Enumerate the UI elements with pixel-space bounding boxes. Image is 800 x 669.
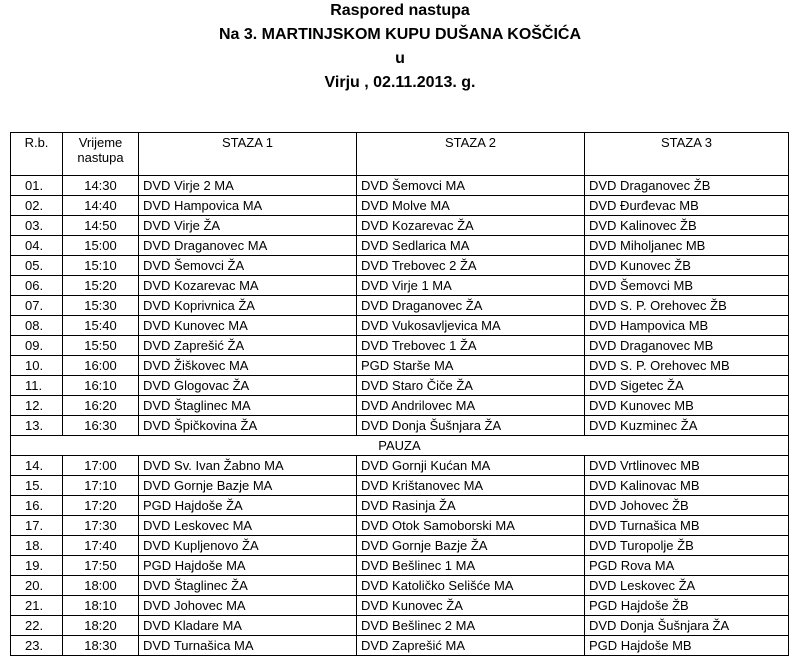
row-lane-1: DVD Koprivnica ŽA bbox=[139, 296, 357, 316]
row-number: 01. bbox=[11, 176, 63, 196]
row-lane-2: DVD Gornje Bazje ŽA bbox=[357, 536, 585, 556]
row-time: 15:20 bbox=[63, 276, 139, 296]
row-number: 08. bbox=[11, 316, 63, 336]
row-time: 17:50 bbox=[63, 556, 139, 576]
table-row bbox=[11, 576, 789, 596]
table-row bbox=[11, 416, 789, 436]
row-lane-3: DVD Leskovec ŽA bbox=[585, 576, 789, 596]
row-time: 17:40 bbox=[63, 536, 139, 556]
row-lane-1: PGD Hajdoše ŽA bbox=[139, 496, 357, 516]
row-time: 16:30 bbox=[63, 416, 139, 436]
row-time: 16:00 bbox=[63, 356, 139, 376]
table-row bbox=[11, 636, 789, 656]
row-lane-3: DVD Đurđevac MB bbox=[585, 196, 789, 216]
row-lane-2: PGD Starše MA bbox=[357, 356, 585, 376]
row-number: 19. bbox=[11, 556, 63, 576]
row-time: 17:20 bbox=[63, 496, 139, 516]
row-number: 02. bbox=[11, 196, 63, 216]
row-lane-3: DVD Kunovec MB bbox=[585, 396, 789, 416]
row-lane-3: DVD Hampovica MB bbox=[585, 316, 789, 336]
table-row bbox=[11, 336, 789, 356]
row-number: 05. bbox=[11, 256, 63, 276]
table-row bbox=[11, 256, 789, 276]
row-time: 14:50 bbox=[63, 216, 139, 236]
row-number: 12. bbox=[11, 396, 63, 416]
row-lane-3: DVD Johovec ŽB bbox=[585, 496, 789, 516]
table-header-row bbox=[11, 133, 789, 176]
row-time: 17:30 bbox=[63, 516, 139, 536]
row-lane-2: DVD Virje 1 MA bbox=[357, 276, 585, 296]
row-lane-1: DVD Virje 2 MA bbox=[139, 176, 357, 196]
row-lane-1: DVD Žiškovec MA bbox=[139, 356, 357, 376]
table-row bbox=[11, 296, 789, 316]
row-number: 09. bbox=[11, 336, 63, 356]
pause-section bbox=[11, 436, 789, 456]
table-row bbox=[11, 476, 789, 496]
row-time: 18:30 bbox=[63, 636, 139, 656]
row-lane-2: DVD Trebovec 1 ŽA bbox=[357, 336, 585, 356]
row-number: 23. bbox=[11, 636, 63, 656]
row-time: 15:40 bbox=[63, 316, 139, 336]
row-lane-2: DVD Bešlinec 2 MA bbox=[357, 616, 585, 636]
table-row bbox=[11, 236, 789, 256]
row-time: 14:40 bbox=[63, 196, 139, 216]
table-row bbox=[11, 596, 789, 616]
row-time: 17:00 bbox=[63, 456, 139, 476]
title-line-3: u bbox=[395, 50, 405, 67]
row-number: 06. bbox=[11, 276, 63, 296]
row-time: 15:00 bbox=[63, 236, 139, 256]
table-row bbox=[11, 496, 789, 516]
row-number: 04. bbox=[11, 236, 63, 256]
row-lane-3: DVD Vrtlinovec MB bbox=[585, 456, 789, 476]
row-number: 14. bbox=[11, 456, 63, 476]
row-lane-3: DVD S. P. Orehovec MB bbox=[585, 356, 789, 376]
table-row bbox=[11, 216, 789, 236]
header-time-line-2: nastupa bbox=[77, 150, 124, 165]
row-lane-1: DVD Leskovec MA bbox=[139, 516, 357, 536]
row-time: 18:10 bbox=[63, 596, 139, 616]
table-row bbox=[11, 316, 789, 336]
row-lane-2: DVD Kozarevac ŽA bbox=[357, 216, 585, 236]
row-lane-3: DVD Miholjanec MB bbox=[585, 236, 789, 256]
row-time: 14:30 bbox=[63, 176, 139, 196]
table-row bbox=[11, 616, 789, 636]
row-lane-2: DVD Vukosavljevica MA bbox=[357, 316, 585, 336]
row-lane-2: DVD Donja Šušnjara ŽA bbox=[357, 416, 585, 436]
row-time: 18:00 bbox=[63, 576, 139, 596]
row-lane-1: DVD Zaprešić ŽA bbox=[139, 336, 357, 356]
row-lane-3: PGD Hajdoše MB bbox=[585, 636, 789, 656]
row-lane-3: DVD Draganovec ŽB bbox=[585, 176, 789, 196]
table-row bbox=[11, 276, 789, 296]
row-number: 22. bbox=[11, 616, 63, 636]
title-line-4: Virju , 02.11.2013. g. bbox=[324, 74, 476, 91]
pause-label: PAUZA bbox=[11, 436, 789, 456]
table-row bbox=[11, 196, 789, 216]
row-time: 15:30 bbox=[63, 296, 139, 316]
row-lane-1: DVD Turnašica MA bbox=[139, 636, 357, 656]
row-number: 11. bbox=[11, 376, 63, 396]
schedule-table bbox=[10, 132, 789, 656]
row-time: 16:10 bbox=[63, 376, 139, 396]
row-number: 16. bbox=[11, 496, 63, 516]
row-lane-3: DVD Kalinovac MB bbox=[585, 476, 789, 496]
header-time bbox=[63, 133, 139, 176]
row-lane-3: DVD Sigetec ŽA bbox=[585, 376, 789, 396]
row-lane-2: DVD Zaprešić MA bbox=[357, 636, 585, 656]
header-rb: R.b. bbox=[11, 133, 63, 176]
header-lane-2: STAZA 2 bbox=[357, 133, 585, 176]
row-lane-3: DVD Draganovec MB bbox=[585, 336, 789, 356]
row-lane-1: DVD Kladare MA bbox=[139, 616, 357, 636]
row-number: 21. bbox=[11, 596, 63, 616]
row-lane-3: DVD Turopolje ŽB bbox=[585, 536, 789, 556]
row-lane-1: DVD Johovec MA bbox=[139, 596, 357, 616]
row-lane-2: DVD Katoličko Selišće MA bbox=[357, 576, 585, 596]
table-row bbox=[11, 536, 789, 556]
row-lane-3: DVD Kunovec ŽB bbox=[585, 256, 789, 276]
row-lane-3: DVD Šemovci MB bbox=[585, 276, 789, 296]
row-lane-1: DVD Sv. Ivan Žabno MA bbox=[139, 456, 357, 476]
row-time: 16:20 bbox=[63, 396, 139, 416]
row-lane-2: DVD Krištanovec MA bbox=[357, 476, 585, 496]
row-number: 07. bbox=[11, 296, 63, 316]
row-lane-1: PGD Hajdoše MA bbox=[139, 556, 357, 576]
row-lane-2: DVD Trebovec 2 ŽA bbox=[357, 256, 585, 276]
table-row bbox=[11, 176, 789, 196]
row-lane-1: DVD Kunovec MA bbox=[139, 316, 357, 336]
row-number: 15. bbox=[11, 476, 63, 496]
row-number: 20. bbox=[11, 576, 63, 596]
header-time-line-1: Vrijeme bbox=[78, 135, 123, 150]
row-lane-1: DVD Kupljenovo ŽA bbox=[139, 536, 357, 556]
row-lane-1: DVD Kozarevac MA bbox=[139, 276, 357, 296]
row-lane-2: DVD Otok Samoborski MA bbox=[357, 516, 585, 536]
row-lane-2: DVD Molve MA bbox=[357, 196, 585, 216]
row-lane-3: DVD Kuzminec ŽA bbox=[585, 416, 789, 436]
row-time: 15:50 bbox=[63, 336, 139, 356]
title-line-2: Na 3. MARTINJSKOM KUPU DUŠANA KOŠČIĆA bbox=[218, 26, 582, 43]
document-title bbox=[0, 0, 800, 95]
table-row bbox=[11, 456, 789, 476]
row-lane-3: PGD Hajdoše ŽB bbox=[585, 596, 789, 616]
table-row bbox=[11, 376, 789, 396]
row-lane-1: DVD Špičkovina ŽA bbox=[139, 416, 357, 436]
row-number: 03. bbox=[11, 216, 63, 236]
title-line-1: Raspored nastupa bbox=[330, 2, 470, 19]
table-row bbox=[11, 356, 789, 376]
header-lane-3: STAZA 3 bbox=[585, 133, 789, 176]
schedule-body-after-pause bbox=[11, 456, 789, 656]
row-lane-3: PGD Rova MA bbox=[585, 556, 789, 576]
row-lane-3: DVD S. P. Orehovec ŽB bbox=[585, 296, 789, 316]
row-number: 13. bbox=[11, 416, 63, 436]
row-number: 17. bbox=[11, 516, 63, 536]
row-time: 15:10 bbox=[63, 256, 139, 276]
row-time: 17:10 bbox=[63, 476, 139, 496]
row-lane-1: DVD Štaglinec ŽA bbox=[139, 576, 357, 596]
row-number: 10. bbox=[11, 356, 63, 376]
row-lane-1: DVD Gornje Bazje MA bbox=[139, 476, 357, 496]
row-lane-3: DVD Kalinovec ŽB bbox=[585, 216, 789, 236]
row-lane-1: DVD Hampovica MA bbox=[139, 196, 357, 216]
row-lane-2: DVD Staro Čiče ŽA bbox=[357, 376, 585, 396]
row-lane-2: DVD Kunovec ŽA bbox=[357, 596, 585, 616]
schedule-body-before-pause bbox=[11, 176, 789, 436]
row-lane-2: DVD Gornji Kućan MA bbox=[357, 456, 585, 476]
row-lane-2: DVD Rasinja ŽA bbox=[357, 496, 585, 516]
row-lane-1: DVD Šemovci ŽA bbox=[139, 256, 357, 276]
row-lane-2: DVD Andrilovec MA bbox=[357, 396, 585, 416]
table-row bbox=[11, 396, 789, 416]
header-lane-1: STAZA 1 bbox=[139, 133, 357, 176]
pause-row bbox=[11, 436, 789, 456]
table-row bbox=[11, 516, 789, 536]
row-lane-1: DVD Glogovac ŽA bbox=[139, 376, 357, 396]
row-time: 18:20 bbox=[63, 616, 139, 636]
row-lane-1: DVD Štaglinec MA bbox=[139, 396, 357, 416]
row-lane-3: DVD Turnašica MB bbox=[585, 516, 789, 536]
table-row bbox=[11, 556, 789, 576]
row-lane-2: DVD Sedlarica MA bbox=[357, 236, 585, 256]
row-lane-2: DVD Draganovec ŽA bbox=[357, 296, 585, 316]
row-lane-1: DVD Draganovec MA bbox=[139, 236, 357, 256]
row-lane-2: DVD Bešlinec 1 MA bbox=[357, 556, 585, 576]
row-number: 18. bbox=[11, 536, 63, 556]
row-lane-1: DVD Virje ŽA bbox=[139, 216, 357, 236]
row-lane-3: DVD Donja Šušnjara ŽA bbox=[585, 616, 789, 636]
row-lane-2: DVD Šemovci MA bbox=[357, 176, 585, 196]
